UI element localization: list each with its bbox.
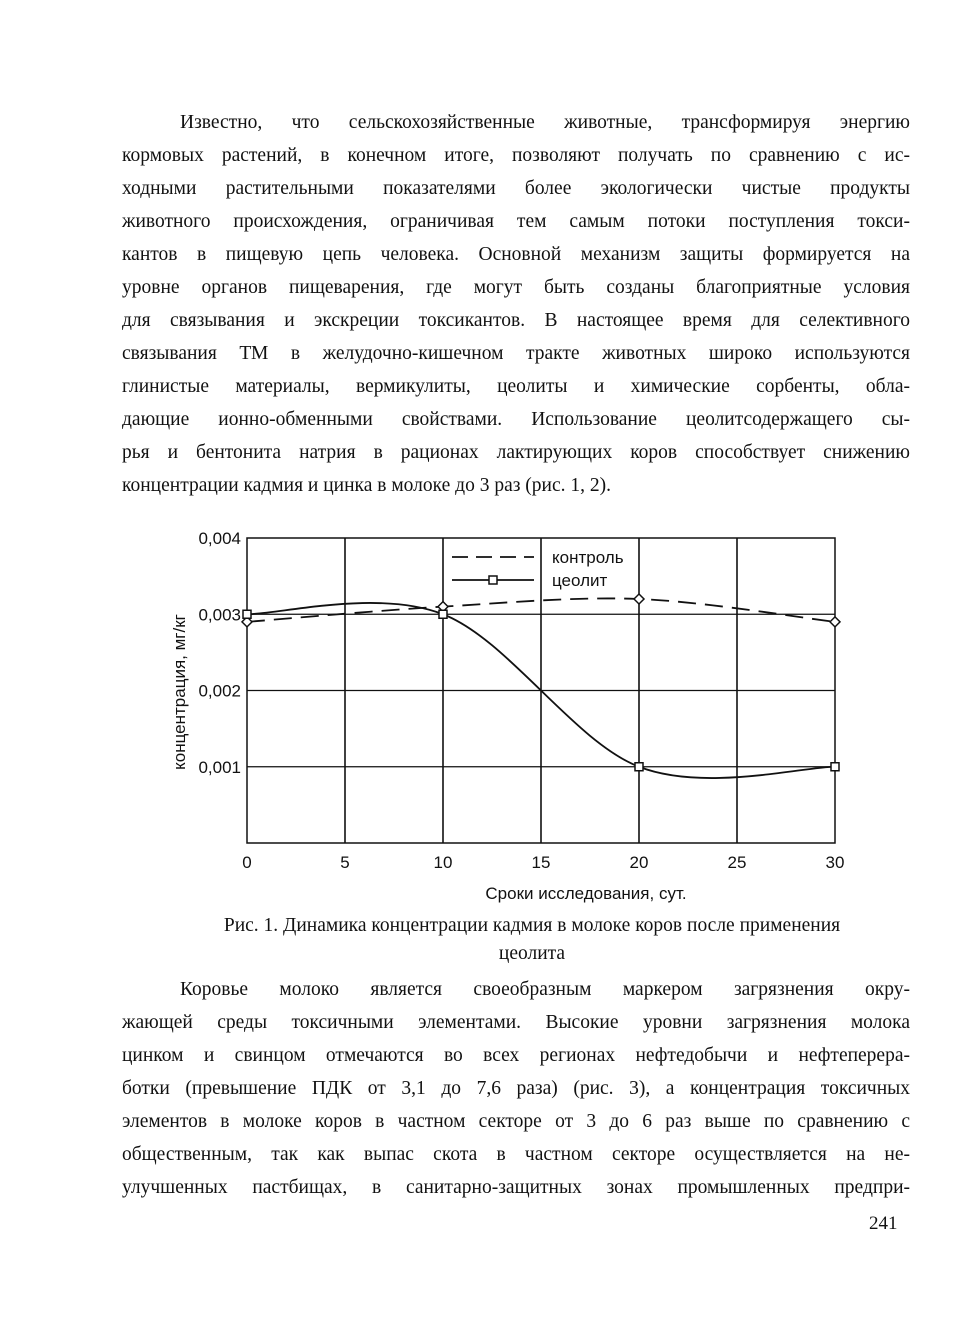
square-marker	[831, 763, 839, 771]
y-tick-label: 0,004	[198, 529, 241, 548]
y-tick-label: 0,003	[198, 605, 241, 625]
square-marker	[243, 610, 251, 618]
paragraph-line: кантов в пищевую цепь человека. Основной механизм защиты формируется на	[122, 244, 910, 265]
paragraph-2	[122, 973, 910, 1204]
paragraph-line: цинком и свинцом отмечаются во всех регионах нефтедобычи и нефтеперера-	[122, 1045, 910, 1066]
paragraph-line: Коровье молоко является своеобразным маркером загрязнения окру-	[180, 979, 910, 1000]
paragraph-line: элементов в молоке коров в частном секторе от 3 до 6 раз выше по сравнению с	[122, 1111, 910, 1132]
x-tick-label: 15	[531, 853, 551, 872]
paragraph-1	[122, 106, 910, 502]
figure-caption	[122, 912, 942, 968]
diamond-marker	[830, 617, 840, 627]
diamond-marker	[634, 594, 644, 604]
caption-line: Рис. 1. Динамика концентрации кадмия в молоке коров после применения	[223, 915, 841, 936]
x-tick-label: 10	[433, 853, 453, 872]
paragraph-line: уровне органов пищеварения, где могут быть созданы благоприятные условия	[122, 277, 910, 298]
y-tick-label: 0,002	[198, 681, 241, 701]
paragraph-line: концентрации кадмия и цинка в молоке до 3 раз (рис. 1, 2).	[122, 475, 612, 496]
paragraph-line: для связывания и экскреции токсикантов. В настоящее время для селективного	[122, 310, 910, 331]
paragraph-line: ботки (превышение ПДК от 3,1 до 7,6 раза) (рис. 3), а концентрация токсичных	[122, 1078, 910, 1099]
paragraph-line: дающие ионно-обменными свойствами. Использование цеолитсодержащего сы-	[122, 409, 910, 430]
x-tick-label: 5	[340, 853, 350, 872]
paragraph-line: общественным, так как выпас скота в частном секторе осуществляется на не-	[122, 1144, 910, 1165]
paragraph-line: животного происхождения, ограничивая тем самым потоки поступления токси-	[122, 211, 910, 232]
square-marker	[439, 610, 447, 618]
square-marker	[489, 576, 497, 584]
paragraph-line: улучшенных пастбищах, в санитарно-защитных зонах промышленных предпри-	[122, 1177, 910, 1198]
y-axis-label: концентрация, мг/кг	[170, 614, 189, 770]
x-tick-label: 0	[242, 853, 252, 872]
paragraph-line: глинистые материалы, вермикулиты, цеолиты и химические сорбенты, обла-	[122, 376, 910, 397]
x-axis-label: Сроки исследования, сут.	[485, 884, 687, 903]
x-tick-label: 20	[629, 853, 649, 872]
paragraph-line: Известно, что сельскохозяйственные животные, трансформируя энергию	[180, 112, 910, 133]
legend-label: цеолит	[552, 571, 608, 590]
page-number: 241	[869, 1213, 898, 1234]
paragraph-line: кормовых растений, в конечном итоге, позволяют получать по сравнению с ис-	[122, 145, 910, 166]
paragraph-line: жающей среды токсичными элементами. Высокие уровни загрязнения молока	[122, 1012, 910, 1033]
paragraph-line: ходными растительными показателями более экологически чистые продукты	[122, 178, 910, 199]
paragraph-line: связывания ТМ в желудочно-кишечном тракте животных широко используются	[122, 343, 910, 364]
paragraph-line: рья и бентонита натрия в рационах лактирующих коров способствует снижению	[122, 442, 910, 463]
x-tick-label: 30	[825, 853, 845, 872]
concentration-chart	[150, 527, 870, 912]
legend-label: контроль	[552, 548, 624, 567]
square-marker	[635, 763, 643, 771]
caption-line: цеолита	[498, 943, 566, 964]
x-tick-label: 25	[727, 853, 747, 872]
chart-legend	[452, 548, 624, 590]
y-tick-label: 0,001	[198, 757, 241, 777]
